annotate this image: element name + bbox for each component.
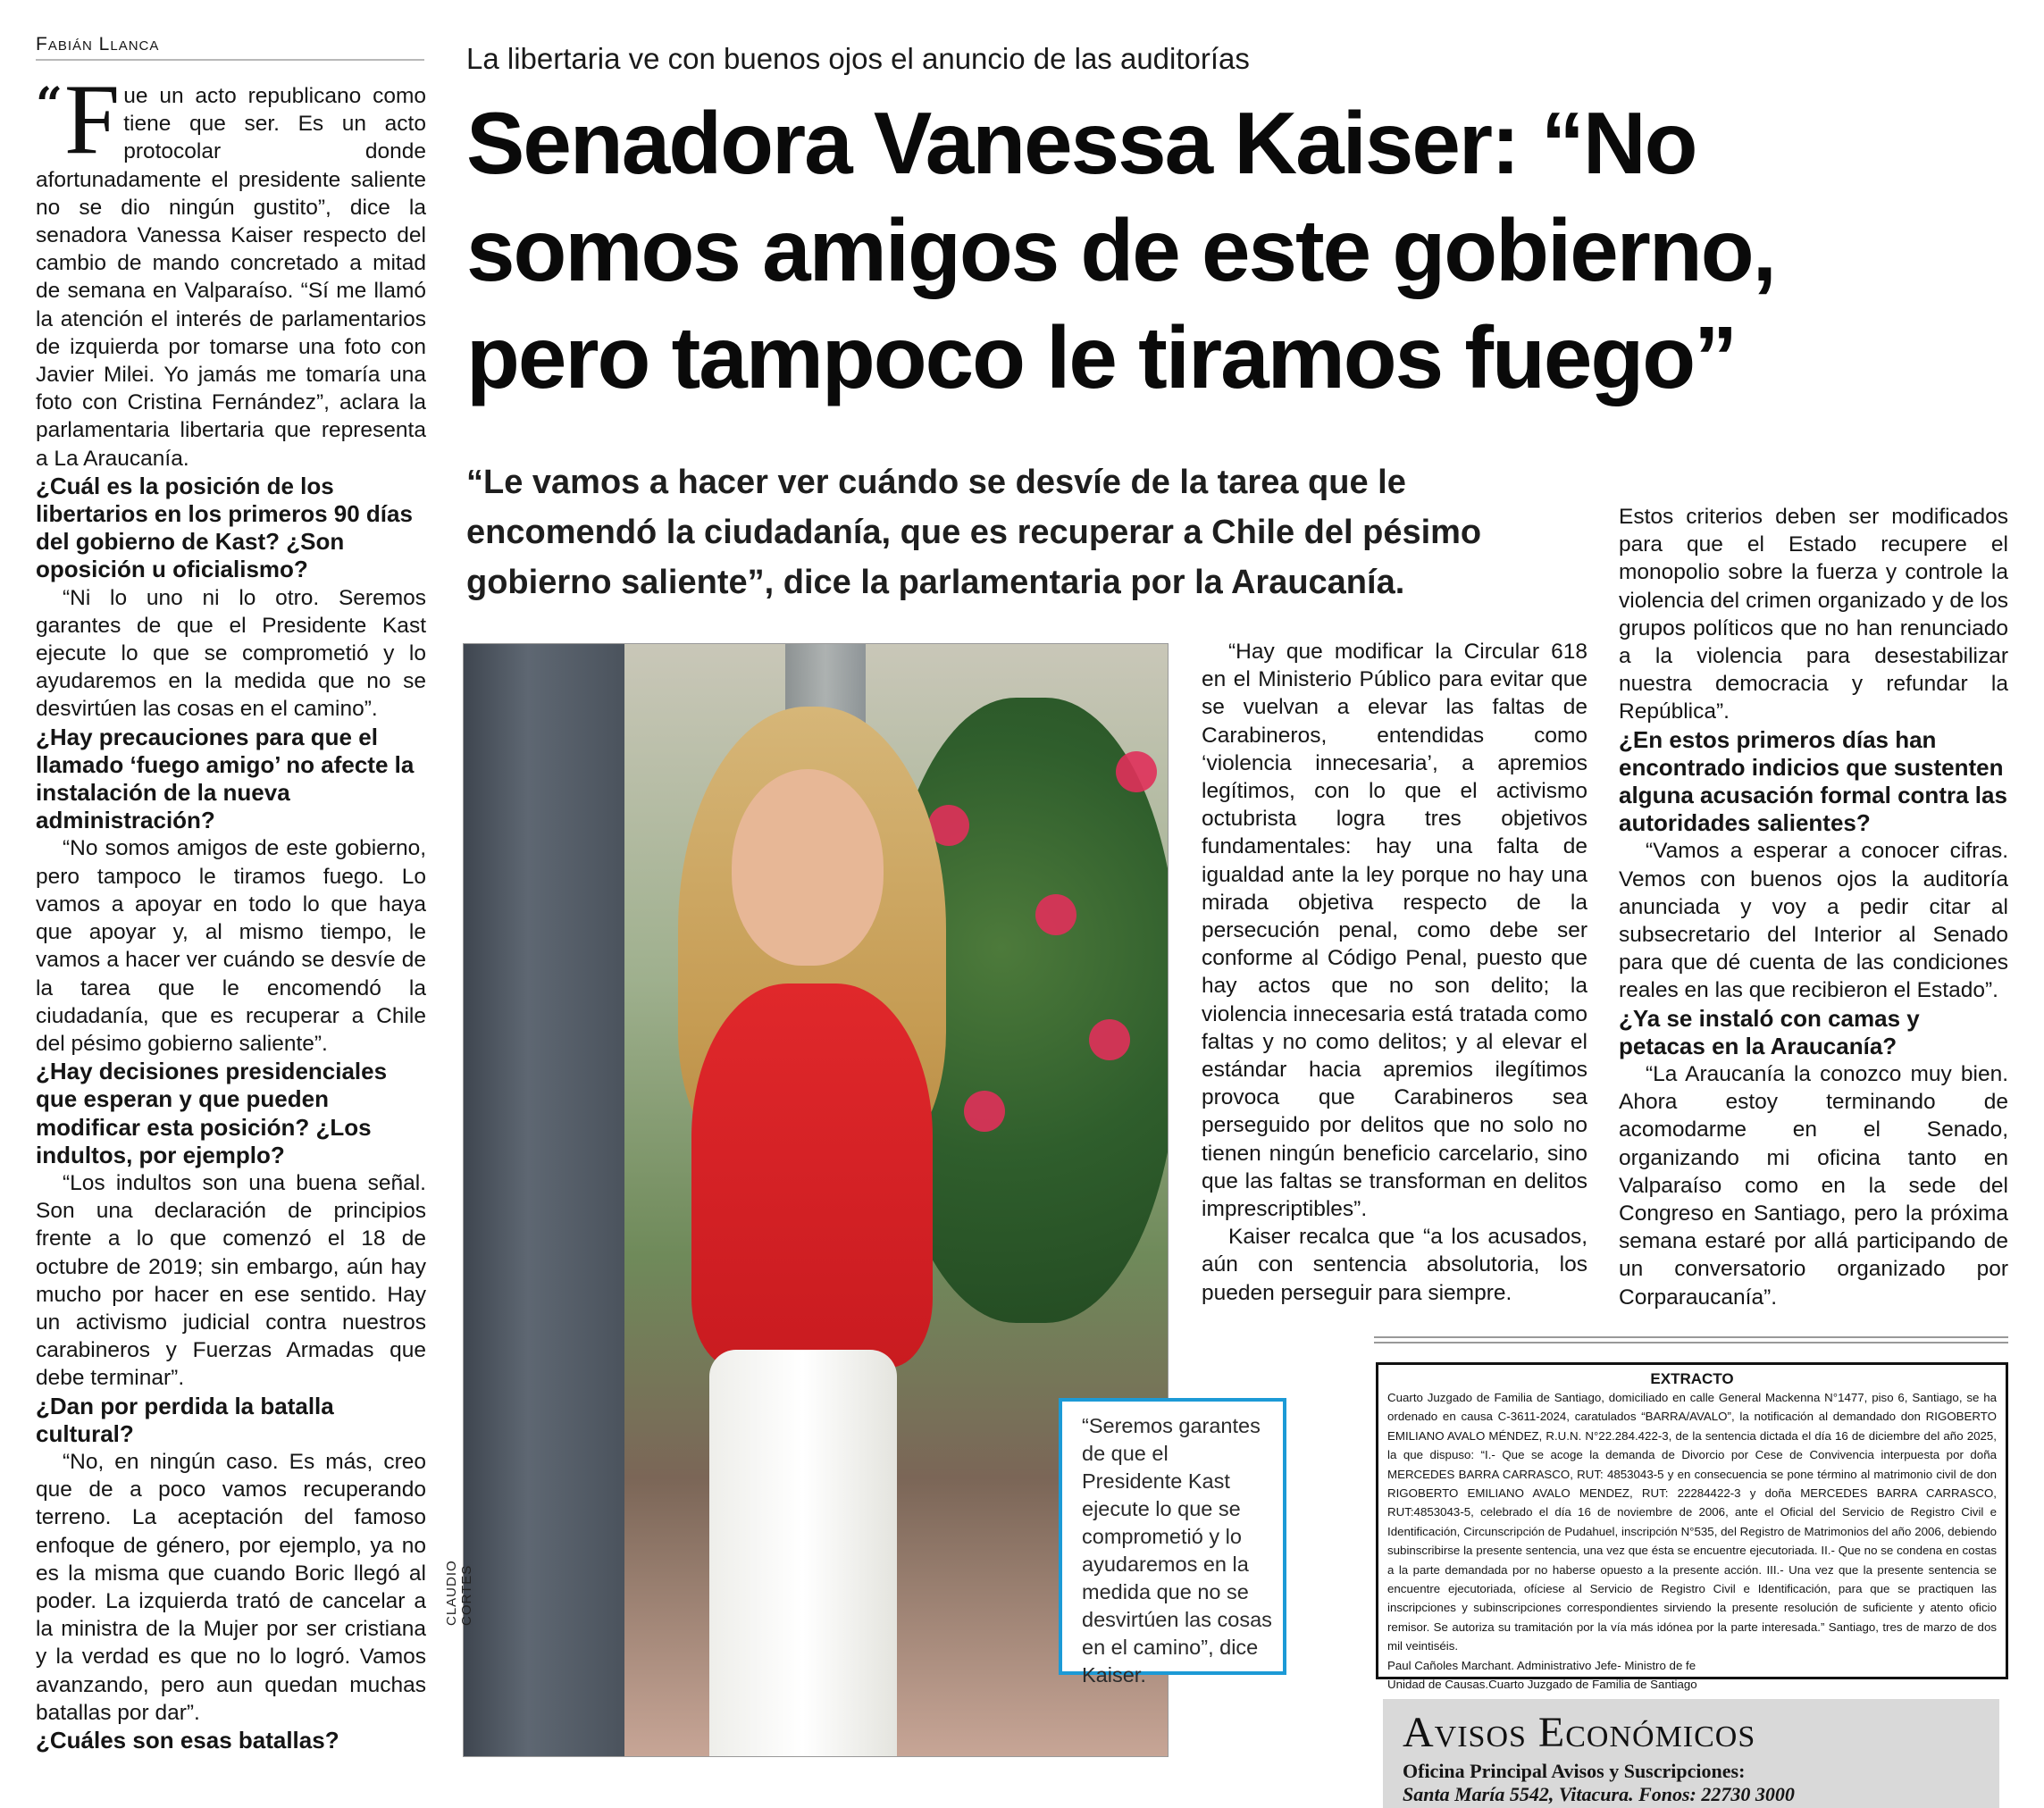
classifieds-banner [1383,1699,1999,1808]
photo-flower [1116,751,1157,792]
column-1-body [36,473,426,1754]
interview-question: ¿Cuáles son esas batallas? [36,1726,339,1754]
body-paragraph: “La Araucanía la conozco muy bien. Ahora estoy terminando de acomodarme en el Senado, organizando mi oficina tanto en Valparaíso como en la sede del Congreso en Santiago, pero la próxima semana estaré por allá participando de un conversatorio organizado por Corparaucanía”. [1619,1062,2008,1310]
interview-question: ¿Ya se instaló con camas y petacas en la Araucanía? [1619,1004,1920,1059]
photo-flower [1035,894,1076,935]
legal-notice-signature: Paul Cañoles Marchant. Administrativo Jefe- Ministro de fe [1387,1658,1696,1672]
body-paragraph: “Los indultos son una buena señal. Son una declaración de principios frente a lo que comenzó el 18 de octubre de 2019; sin embargo, aún hay mucho por hacer en ese sentido. Hay un activismo judicial contra nuestros carabineros y Fuerzas Armadas que debe terminar”. [36,1170,426,1391]
byline: Fabián Llanca [36,34,424,61]
drop-cap: F [63,82,121,175]
article-column-4 [1619,503,2008,1311]
lead-paragraph [36,82,426,473]
photo-wall [464,644,624,1756]
photo-subject-shirt [691,984,933,1368]
body-paragraph: “No somos amigos de este gobierno, pero tampoco le tiramos fuego. Lo vamos a apoyar en todo lo que haya que apoyar y, al mismo tiempo, le vamos a hacer ver cuándo se desvíe de la tarea que le encomendó la ciudadanía, que es recuperar a Chile del pésimo gobierno saliente”. [36,836,426,1056]
classifieds-address: Santa María 5542, Vitacura. Fonos: 22730 3000 [1403,1783,1795,1805]
kicker: La libertaria ve con buenos ojos el anuncio de las auditorías [466,42,1250,75]
deck: “Le vamos a hacer ver cuándo se desvíe de la tarea que le encomendó la ciudadanía, que es recuperar a Chile del pésimo gobierno saliente”, dice la parlamentaria por la Araucanía. [466,464,1482,601]
legal-notice-unit: Unidad de Causas.Cuarto Juzgado de Familia de Santiago [1387,1678,1697,1692]
legal-notice-body: Cuarto Juzgado de Familia de Santiago, domiciliado en calle General Mackenna N°1477, piso 6, Santiago, se ha ordenado en causa C-3611-2024, caratulados “BARRA/AVALO”, la notificación al demandado don RIGOBERTO EMILIANO AVALO MÉNDEZ, R.U.N. N°22.284.422-3, de la sentencia dictada el día 16 de diciembre del año 2025, la que dispuso: “I.- Que se acoge la demanda de Divorcio por Cese de Convivencia interpuesta por doña MERCEDES BARRA CARRASCO, RUT: 4853043-5 y en consecuencia se pone término al matrimonio civil de don RIGOBERTO EMILIANO AVALO MENDEZ, RUT: 22284422-3 y doña MERCEDES BARRA CARRASCO, RUT:4853043-5, celebrado el día 16 de noviembre de 2006, ante el Oficial del Servicio de Registro Civil e Identificación, Circunscripción de Pudahuel, inscripción N°535, del Registro de Matrimonios del año 2006, debiendo subinscribirse la presente sentencia, una vez que ésta se encuentre ejecutoriada. II.- Que no se condena en costas a la parte demandada por no haberse opuesto a la presente acción. III.- Una vez que la presente sentencia se encuentre ejecutoriada, ofíciese al Servicio de Registro Civil e Identificación, para que se practiquen las inscripciones y subinscripciones correspondientes sirviendo la presente resolución de suficiente y atento oficio remisor. Se autoriza su tramitación por la vía más idónea por la parte interesada.” Santiago, tres de marzo de dos mil veintiséis. [1387,1391,1997,1653]
photo-subject-pants [709,1350,897,1757]
legal-notice-title: EXTRACTO [1650,1370,1734,1387]
interview-question: ¿Hay precauciones para que el llamado ‘fuego amigo’ no afecte la instalación de la nueva administración? [36,723,415,834]
body-paragraph: “Vamos a esperar a conocer cifras. Vemos con buenos ojos la auditoría anunciada y voy a pedir citar al subsecretario del Interior al Senado para que dé cuenta de las condiciones reales en las que recibieron el Estado”. [1619,839,2008,1003]
legal-notice-extracto [1376,1362,2008,1692]
divider-rule [1374,1342,2008,1343]
interview-question: ¿Hay decisiones presidenciales que esperan y que pueden modificar esta posición? ¿Los indultos, por ejemplo? [36,1058,388,1168]
body-paragraph: Estos criterios deben ser modificados para que el Estado recupere el monopolio sobre la fuerza y controle la violencia del crimen organizado y de los grupos políticos que no han renunciado a la violencia para desestabilizar nuestra democracia y refundar la República”. [1619,505,2008,724]
body-paragraph: “No, en ningún caso. Es más, creo que de a poco vamos recuperando terreno. La aceptación del famoso enfoque de género, por ejemplo, ya no es la misma que cuando Boric llegó al poder. La izquierda trató de cancelar a la ministra de la Mujer por ser cristiana y la verdad es que no lo logró. Vamos avanzando, pero aun quedan muchas batallas por dar”. [36,1449,426,1725]
interview-question: ¿En estos primeros días han encontrado indicios que sustenten alguna acusación formal contra las autoridades salientes? [1619,725,2007,837]
photo-subject-face [732,769,884,966]
lead-text: ue un acto republicano como tiene que ser. Es un acto protocolar donde afortunadamente el presidente saliente no se dio ningún gustito”, dice la senadora Vanessa Kaiser respecto del cambio de mando concretado a mitad de semana en Valparaíso. “Sí me llamó la atención el interés de parlamentarios de izquierda por tomarse una foto con Javier Milei. Yo jamás me tomaría una foto con Cristina Fernández”, aclara la parlamentaria libertaria que representa a La Araucanía. [36,84,426,471]
article-column-3 [1202,638,1587,1307]
body-paragraph: “Ni lo uno ni lo otro. Seremos garantes de que el Presidente Kast ejecute lo que se comprometió y lo ayudaremos en la medida que no se desvirtúen las cosas en el camino”. [36,585,426,722]
body-paragraph: “Hay que modificar la Circular 618 en el Ministerio Público para evitar que se vuelvan a elevar las faltas de Carabineros, entendidas como ‘violencia innecesaria’, a apremios legítimos, con lo que el activismo octubrista logra tres objetivos fundamentales: hay una falta de igualdad ante la ley porque no hay una mirada objetiva respecto de la persecución penal, como debe ser conforme al Código Penal, puesto que hay actos que no son delito; la violencia innecesaria está tratada como faltas y no como delitos; y al elevar el estándar hacia apremios ilegítimos provoca que Carabineros sea perseguido por delitos que no solo no tienen ningún beneficio carcelario, sino que las faltas se transforman en delitos imprescriptibles”. [1202,640,1587,1222]
interview-question: ¿Dan por perdida la batalla cultural? [36,1392,334,1447]
photo-flower [964,1091,1005,1132]
classifieds-office: Oficina Principal Avisos y Suscripciones: [1403,1760,1746,1782]
photo-credit: CLAUDIO CORTES [444,1560,474,1626]
pull-quote: “Seremos garantes de que el Presidente Kast ejecute lo que se comprometió y lo ayudaremos en la medida que no se desvirtúen las cosas en el camino”, dice Kaiser. [1059,1398,1286,1675]
headline: Senadora Vanessa Kaiser: “No somos amigos de este gobierno, pero tampoco le tiramos fuego” [466,94,1775,406]
opening-quote-mark: “ [36,82,63,132]
article-column-1 [36,82,426,1779]
divider-rule [1374,1336,2008,1338]
classifieds-title: Avisos Económicos [1403,1709,1756,1756]
photo-flower [1089,1019,1130,1060]
interview-question: ¿Cuál es la posición de los libertarios en los primeros 90 días del gobierno de Kast? ¿Son oposición u oficialismo? [36,472,413,583]
body-paragraph: Kaiser recalca que “a los acusados, aún con sentencia absolutoria, los pueden perseguir para siempre. [1202,1225,1587,1305]
